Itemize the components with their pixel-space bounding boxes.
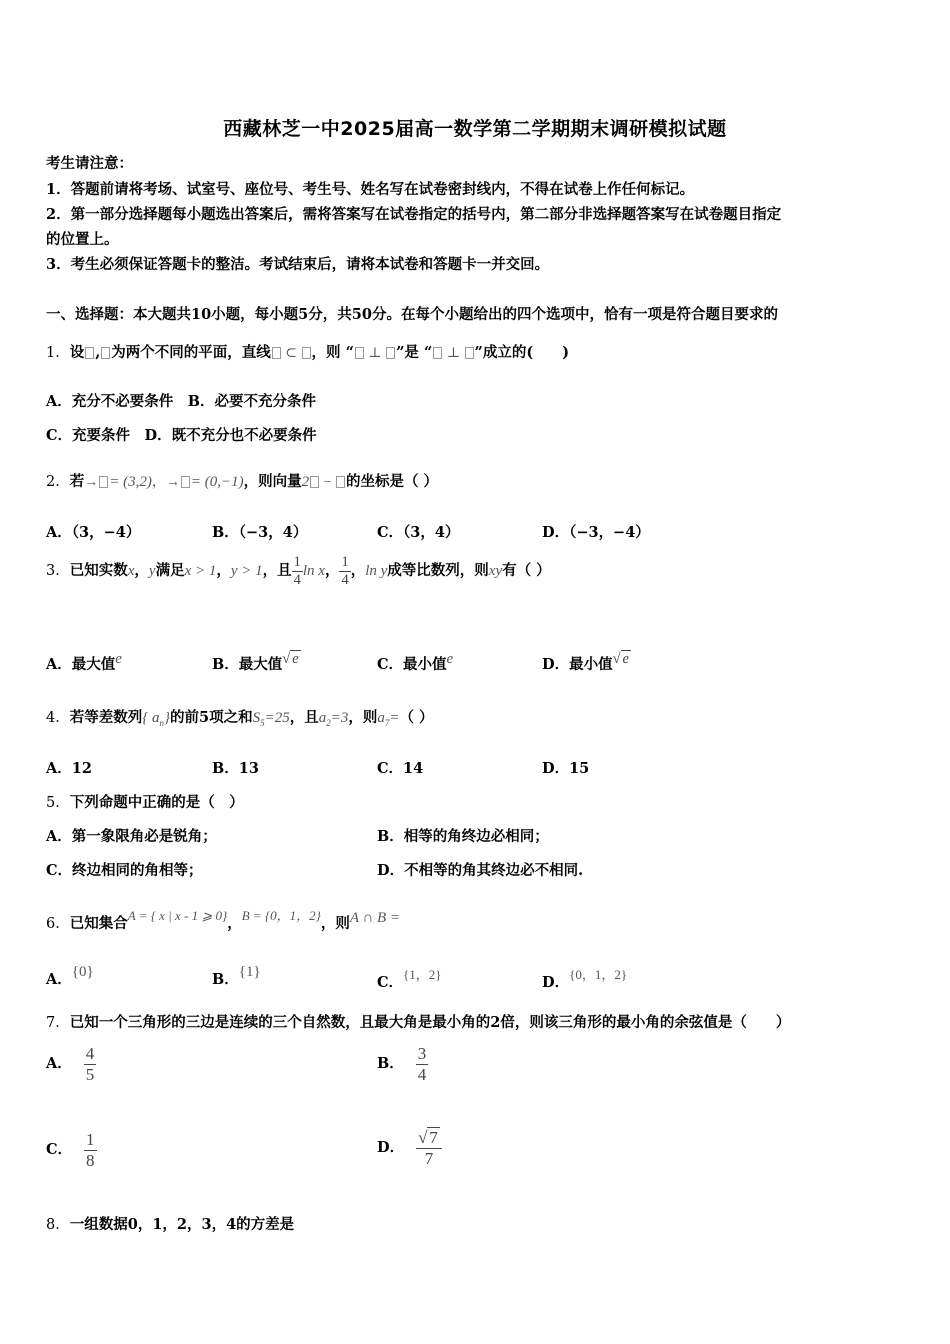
placeholder-glyph (181, 476, 190, 488)
option-row: A．充分不必要条件 B．必要不充分条件 (46, 393, 317, 410)
option-b: B．13 (212, 760, 259, 777)
question-8: 8．一组数据0，1，2，3，4的方差是 (46, 1216, 295, 1233)
option-a: A．最大值e (46, 651, 122, 673)
notice-item: 2．第一部分选择题每小题选出答案后，需将答案写在试卷指定的括号内，第二部分非选择题答案写在试卷题目指定 (46, 206, 782, 223)
option-b: B． $\frac{3}{4}$ (377, 1044, 427, 1084)
placeholder-glyph (355, 347, 364, 359)
placeholder-glyph (336, 476, 345, 488)
question-7: 7．已知一个三角形的三边是连续的三个自然数，且最大角是最小角的2倍，则该三角形的最小角的余弦值是（ ） (46, 1014, 791, 1031)
question-number: 1． (46, 345, 70, 361)
question-number: 7． (46, 1015, 70, 1031)
option-c: C．（3，4） (377, 524, 460, 541)
notice-item: 1．答题前请将考场、试室号、座位号、考生号、姓名写在试卷密封线内，不得在试卷上作任何标记。 (46, 181, 695, 198)
section-heading: 一、选择题：本大题共10小题，每小题5分，共50分。在每个小题给出的四个选项中，恰有一项是符合题目要求的 (46, 306, 778, 323)
option-c: C．最小值e (377, 651, 454, 673)
option-b: B．{1} (212, 964, 261, 988)
notice-item: 的位置上。 (46, 231, 119, 248)
placeholder-glyph (310, 476, 319, 488)
question-3: 3．已知实数x，y满足x > 1，y > 1，且 $\frac{1}{4}$ ln x， $\frac{1}{4}$ ，ln y成等比数列，则xy有（ ） (46, 554, 551, 588)
page-title: 西藏林芝一中2025届高一数学第二学期期末调研模拟试题 (223, 118, 727, 140)
option-a: A．第一象限角必是锐角； (46, 828, 217, 845)
option-d: D．（−3，−4） (542, 524, 650, 541)
option-b: B．最大值√ e (212, 651, 299, 673)
placeholder-glyph (386, 347, 395, 359)
fraction: $\frac{1}{4}$ (293, 554, 301, 588)
question-number: 8． (46, 1217, 70, 1233)
question-number: 4． (46, 710, 70, 726)
option-a: A． $\frac{4}{5}$ (46, 1044, 95, 1084)
question-number: 5． (46, 795, 70, 811)
placeholder-glyph (272, 347, 281, 359)
placeholder-glyph (99, 476, 108, 488)
question-number: 3． (46, 563, 70, 580)
question-number: 6． (46, 916, 70, 932)
question-4: 4．若等差数列{ $a_n$}的前5项之和$S_5=25$，且$a_2=3$，则$a_7=$（ ） (46, 709, 434, 728)
question-1: 1．设 , 为两个不同的平面，直线 ⊂ ，则 “ ⊥ ”是 “ ⊥ ”成立的( ) (46, 344, 570, 361)
option-c: C．终边相同的角相等； (46, 862, 203, 879)
option-a: A．（3，−4） (46, 524, 141, 541)
option-d: D．15 (542, 760, 590, 777)
option-d: D．不相等的角其终边必不相同. (377, 862, 584, 879)
option-c: C． $\frac{1}{8}$ (46, 1130, 95, 1170)
fraction: $\frac{1}{4}$ (341, 554, 349, 588)
option-d: D．{0，1，2} (542, 967, 628, 991)
placeholder-glyph (433, 347, 442, 359)
placeholder-glyph (465, 347, 474, 359)
sqrt: √ e (282, 651, 299, 667)
option-row: C．充要条件 D．既不充分也不必要条件 (46, 427, 317, 444)
option-c: C．{1，2} (377, 967, 442, 991)
option-a: A．{0} (46, 964, 94, 988)
sqrt: √ e (612, 651, 629, 667)
placeholder-glyph (302, 347, 311, 359)
notice-item: 3．考生必须保证答题卡的整洁。考试结束后，请将本试卷和答题卡一并交回。 (46, 256, 550, 273)
option-b: B．相等的角终边必相同； (377, 828, 549, 845)
question-number: 2． (46, 474, 70, 490)
option-d: D．最小值√ e (542, 651, 629, 673)
question-2: 2．若→ = (3,2)，→ = (0,−1)，则向量2 − 的坐标是（ ） (46, 473, 439, 490)
option-b: B．（−3，4） (212, 524, 308, 541)
notice-heading: 考生请注意： (46, 155, 133, 172)
placeholder-glyph (85, 347, 94, 359)
option-d: D． $\frac{√ 7}{7}$ (377, 1128, 442, 1168)
option-c: C．14 (377, 760, 424, 777)
question-6: 6．已知集合A = { x | x - 1 ⩾ 0}，B = {0，1，2}，则A ∩ B = (46, 908, 401, 932)
placeholder-glyph (101, 347, 110, 359)
option-a: A．12 (46, 760, 92, 777)
question-5: 5．下列命题中正确的是（ ） (46, 794, 244, 811)
